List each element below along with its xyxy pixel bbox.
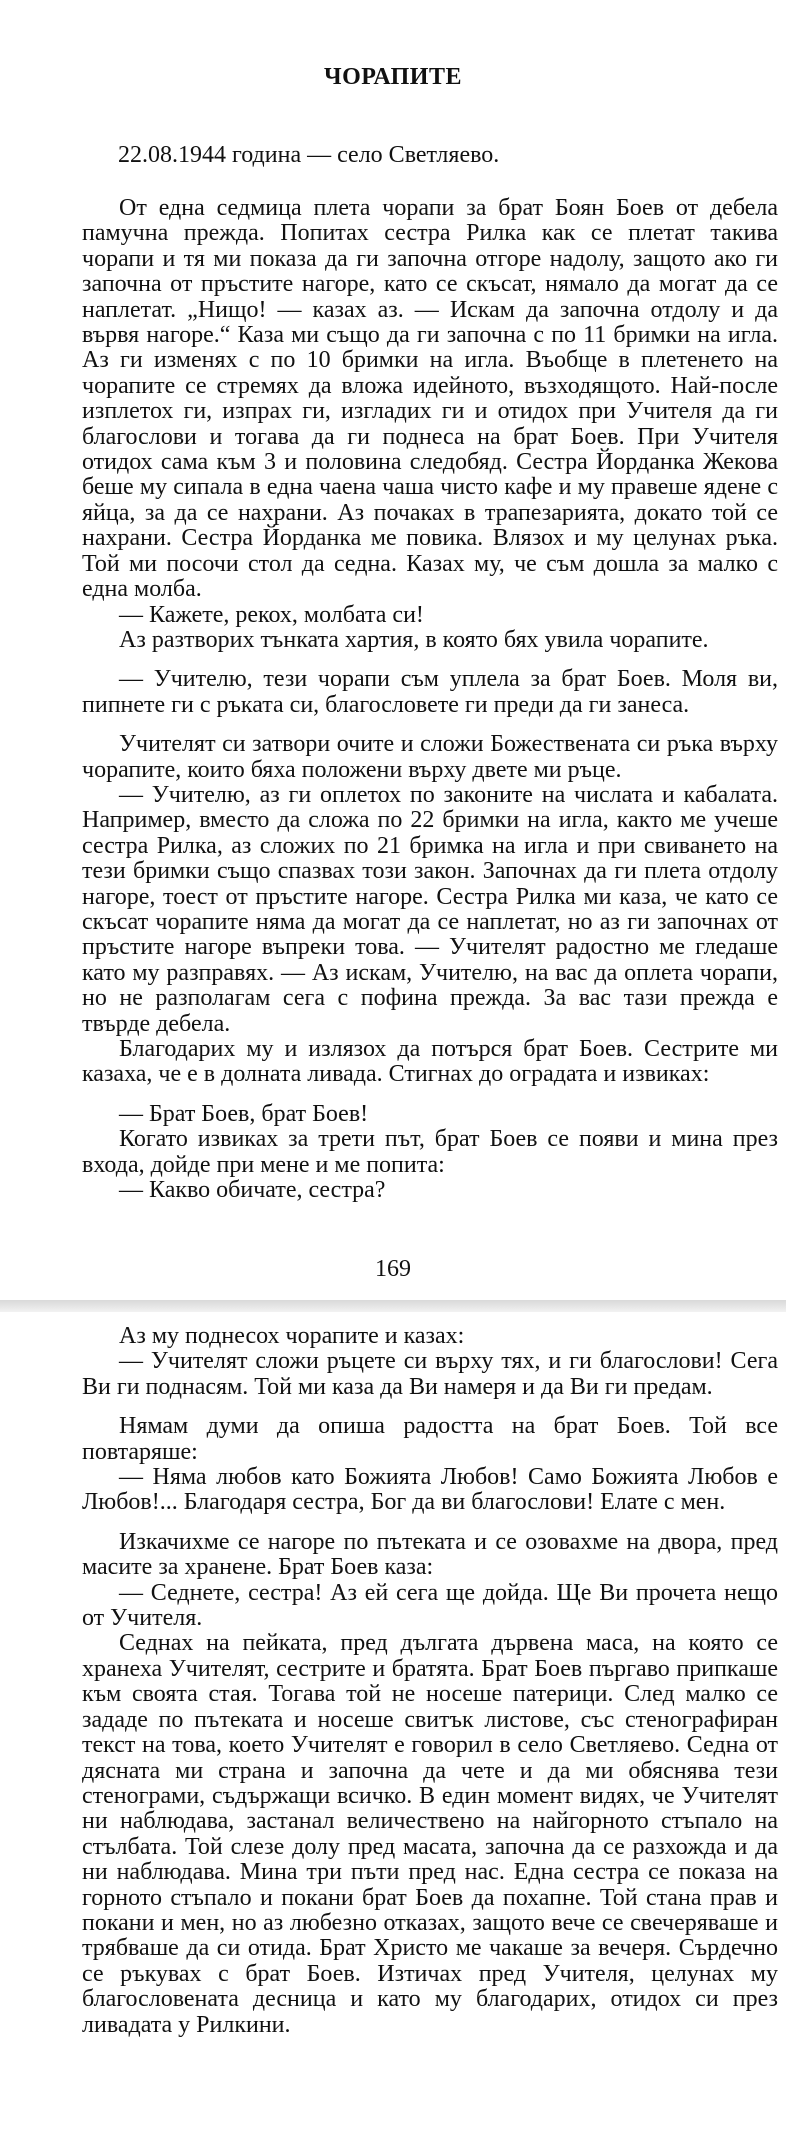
page-169-text	[82, 196, 778, 1203]
paragraph: — Няма любов като Божията Любов! Само Божията Любов е Любов!... Благодаря сестра, Бог да ви благослови! Елате с мен.	[82, 1464, 778, 1516]
paragraph: — Кажете, рекох, молбата си!	[119, 601, 424, 628]
paragraph: Изкачихме се нагоре по пътеката и се озовахме на двора, пред масите за хранене. Брат Боев каза:	[82, 1528, 778, 1581]
page-170-text	[82, 1324, 778, 2038]
chapter-title: ЧОРАПИТЕ	[324, 64, 462, 90]
paragraph: — Учителю, аз ги оплетох по законите на числата и кабалата. Например, вместо да сложа по 22 бримки на игла, както ме учеше сестра Рилка, аз сложих по 21 бримка на игла и при свиването на тези бримки също спазвах този закон. Започнах да ги плета отдолу нагоре, тоест от пръстите нагоре. Сестра Рилка ми каза, че като се скъсат чорапите няма да могат да се наплетат, но аз ги започнах от пръстите нагоре въпреки това. — Учителят радостно ме гледаше като му разправях. — Аз искам, Учителю, на вас да оплета чорапи, но не разполагам сега с пофина прежда. За вас тази прежда е твърде дебела.	[82, 781, 778, 1037]
dateline: 22.08.1944 година — село Светляево.	[118, 142, 500, 168]
page-separator	[0, 1300, 786, 1312]
paragraph: — Учителю, тези чорапи съм уплела за брат Боев. Моля ви, пипнете ги с ръката си, благословете ги преди да ги занеса.	[82, 666, 778, 718]
paragraph: От една седмица плета чорапи за брат Боян Боев от дебела памучна прежда. Попитах сестра Рилка как се плетат такива чорапи и тя ми показа да ги започна отгоре надолу, защото ако ги започна от пръстите нагоре, като се скъсат, нямало да могат да се наплетат. „Нищо! — казах аз. — Искам да започна отдолу и да вървя нагоре.“ Каза ми също да ги започна с по 11 бримки на игла. Аз ги изменях с по 10 бримки на игла. Въобще в плетенето на чорапите се стремях да вложа идейното, възходящото. Най-после изплетох ги, изпрах ги, изгладих ги и отидох при Учителя да ги благослови и тогава да ги поднеса на брат Боев. При Учителя отидох сама към 3 и половина следобяд. Сестра Йорданка Жекова беше му сипала в една чаена чаша чисто кафе и му правеше ядене с яйца, за да се нахрани. Аз почаках в трапезарията, докато той се нахрани. Сестра Йорданка ме повика. Влязох и му целунах ръка. Той ми посочи стол да седна. Казах му, че съм дошла за малко с една молба.	[82, 195, 778, 603]
paragraph: — Какво обичате, сестра?	[119, 1177, 386, 1204]
paragraph: — Учителят сложи ръцете си върху тях, и ги благослови! Сега Ви ги поднасям. Той ми каза да Ви намеря и да Ви ги предам.	[82, 1348, 778, 1400]
paragraph: Учителят си затвори очите и сложи Божествената си ръка върху чорапите, които бяха положени върху двете ми ръце.	[82, 731, 778, 783]
paragraph: — Брат Боев, брат Боев!	[119, 1100, 369, 1127]
paragraph: — Седнете, сестра! Аз ей сега ще дойда. Ще Ви прочета нещо от Учителя.	[82, 1579, 778, 1632]
page-number: 169	[375, 1256, 411, 1282]
paragraph: Седнах на пейката, пред дългата дървена маса, на която се хранеха Учителят, сестрите и братята. Брат Боев пъргаво припкаше към своята стая. Тогава той не носеше патерици. След малко се зададе по пътеката и носеше свитък листове, със стенографиран текст на това, което Учителят е говорил в село Светляево. Седна от дясната ми страна и започна да чете и да ми обяснява тези стенограми, съдържащи всичко. В един момент видях, че Учителят ни наблюдава, застанал величествено на найгорното стъпало на стълбата. Той слезе долу пред масата, започна да се разхожда и да ни наблюдава. Мина три пъти пред нас. Една сестра се показа на горното стъпало и покани брат Боев да похапне. Той стана прав и покани и мен, но аз любезно отказах, защото вече се свечеряваше и трябваше да си отида. Брат Христо ме чакаше за вечеря. Сърдечно се ръкувах с брат Боев. Изтичах пред Учителя, целунах му благословената десница и като му благодарих, отидох си през ливадата у Рилкини.	[82, 1630, 778, 2038]
paragraph: Аз му поднесох чорапите и казах:	[119, 1323, 465, 1349]
paragraph: Благодарих му и излязох да потърся брат Боев. Сестрите ми казаха, че е в долната ливада. Стигнах до оградата и извиках:	[82, 1036, 778, 1088]
paragraph: Аз разтворих тънката хартия, в която бях увила чорапите.	[119, 626, 709, 653]
paragraph: Когато извиках за трети път, брат Боев се появи и мина през входа, дойде при мене и ме попита:	[82, 1126, 778, 1178]
paragraph: Нямам думи да опиша радостта на брат Боев. Той все повтаряше:	[82, 1413, 778, 1465]
